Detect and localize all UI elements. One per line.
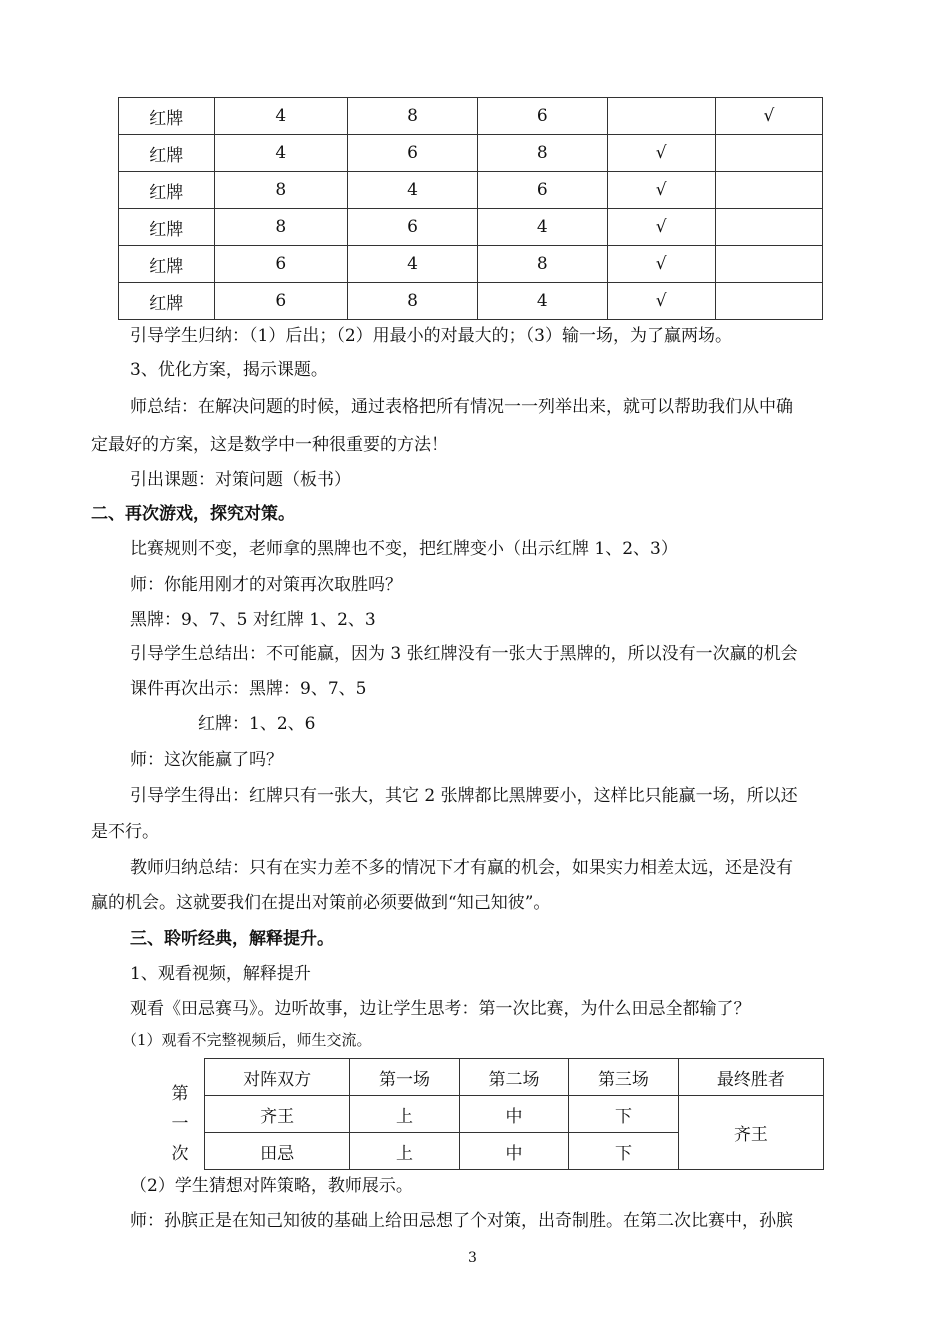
table-cell: √ [607, 135, 715, 172]
header-cell: 第一场 [350, 1059, 459, 1096]
table-cell [715, 283, 822, 320]
paragraph: 定最好的方案，这是数学中一种很重要的方法！ [91, 435, 448, 455]
paragraph: 3、优化方案，揭示课题。 [130, 360, 328, 380]
table-cell: 8 [348, 283, 478, 320]
table-cell: 6 [477, 98, 607, 135]
table-cell: 8 [477, 135, 607, 172]
table-cell: 6 [348, 135, 478, 172]
table-cell: √ [607, 246, 715, 283]
table-cell: 4 [477, 283, 607, 320]
paragraph: 引导学生得出：红牌只有一张大，其它 2 张牌都比黑牌要小，这样比只能赢一场，所以还 [130, 786, 798, 806]
table-cell: 8 [214, 172, 348, 209]
paragraph: 师总结：在解决问题的时候，通过表格把所有情况一一列举出来，就可以帮助我们从中确 [130, 397, 793, 417]
table-cell: 中 [459, 1133, 568, 1170]
table-cell: 4 [348, 172, 478, 209]
table-row [119, 98, 823, 135]
header-cell: 第二场 [459, 1059, 568, 1096]
table-cell: 红牌 [119, 172, 215, 209]
table-cell [715, 135, 822, 172]
table-cell: 4 [477, 209, 607, 246]
table-cell: √ [607, 209, 715, 246]
table-cell: 8 [214, 209, 348, 246]
paragraph: 教师归纳总结：只有在实力差不多的情况下才有赢的机会，如果实力相差太远，还是没有 [130, 858, 793, 878]
table-cell: 红牌 [119, 135, 215, 172]
table-cell: √ [715, 98, 822, 135]
table-cell: 上 [350, 1096, 459, 1133]
paragraph: 引出课题：对策问题（板书） [130, 470, 351, 490]
paragraph: 引导学生归纳：（1）后出；（2）用最小的对最大的；（3）输一场，为了赢两场。 [130, 326, 732, 346]
table-cell: 8 [348, 98, 478, 135]
paragraph: 是不行。 [91, 822, 159, 842]
section-heading: 三、聆听经典，解释提升。 [130, 929, 334, 949]
table-row [119, 135, 823, 172]
table-row [119, 246, 823, 283]
table-cell [715, 172, 822, 209]
table-side-label: 第一次 [171, 1084, 189, 1164]
table-row [205, 1096, 824, 1133]
table-cell: 下 [569, 1096, 678, 1133]
red-card-table [118, 97, 823, 320]
table-cell: 6 [214, 246, 348, 283]
table-cell: 红牌 [119, 246, 215, 283]
table-cell [607, 98, 715, 135]
paragraph: 红牌：1、2、6 [198, 714, 316, 734]
table-cell [715, 209, 822, 246]
winner-cell: 齐王 [678, 1096, 823, 1170]
table-cell: 4 [214, 98, 348, 135]
paragraph: 赢的机会。这就要我们在提出对策前必须要做到“知己知彼”。 [91, 893, 551, 913]
match-table [204, 1058, 824, 1170]
table-cell: 4 [348, 246, 478, 283]
paragraph: 师：你能用刚才的对策再次取胜吗？ [130, 575, 402, 595]
table-cell: 红牌 [119, 283, 215, 320]
table-cell: 6 [477, 172, 607, 209]
table-cell: 下 [569, 1133, 678, 1170]
paragraph: （2）学生猜想对阵策略，教师展示。 [130, 1176, 413, 1196]
paragraph: 观看《田忌赛马》。边听故事，边让学生思考：第一次比赛，为什么田忌全都输了？ [130, 999, 751, 1019]
table-row [119, 283, 823, 320]
table-header-row [205, 1059, 824, 1096]
paragraph: 师：这次能赢了吗？ [130, 750, 283, 770]
table-cell: 6 [348, 209, 478, 246]
table-cell: 4 [214, 135, 348, 172]
table-cell: √ [607, 172, 715, 209]
table-cell: 上 [350, 1133, 459, 1170]
paragraph: 1、观看视频，解释提升 [130, 964, 311, 984]
paragraph: 引导学生总结出：不可能赢，因为 3 张红牌没有一张大于黑牌的，所以没有一次赢的机会 [130, 644, 798, 664]
page-number: 3 [468, 1250, 477, 1266]
table-cell [715, 246, 822, 283]
header-cell: 最终胜者 [678, 1059, 823, 1096]
table-row [119, 209, 823, 246]
table-cell: √ [607, 283, 715, 320]
paragraph: 师：孙膑正是在知己知彼的基础上给田忌想了个对策，出奇制胜。在第二次比赛中，孙膑 [130, 1211, 793, 1231]
table-cell: 红牌 [119, 209, 215, 246]
table-cell: 田忌 [205, 1133, 350, 1170]
table-cell: 6 [214, 283, 348, 320]
paragraph: 比赛规则不变，老师拿的黑牌也不变，把红牌变小（出示红牌 1、2、3） [130, 539, 678, 559]
table-cell: 中 [459, 1096, 568, 1133]
paragraph: （1）观看不完整视频后，师生交流。 [122, 1031, 372, 1049]
table-row [119, 172, 823, 209]
section-heading: 二、再次游戏，探究对策。 [91, 504, 295, 524]
table-cell: 红牌 [119, 98, 215, 135]
table-cell: 齐王 [205, 1096, 350, 1133]
table-cell: 8 [477, 246, 607, 283]
header-cell: 对阵双方 [205, 1059, 350, 1096]
paragraph: 课件再次出示：黑牌：9、7、5 [130, 679, 367, 699]
paragraph: 黑牌：9、7、5 对红牌 1、2、3 [130, 610, 376, 630]
header-cell: 第三场 [569, 1059, 678, 1096]
